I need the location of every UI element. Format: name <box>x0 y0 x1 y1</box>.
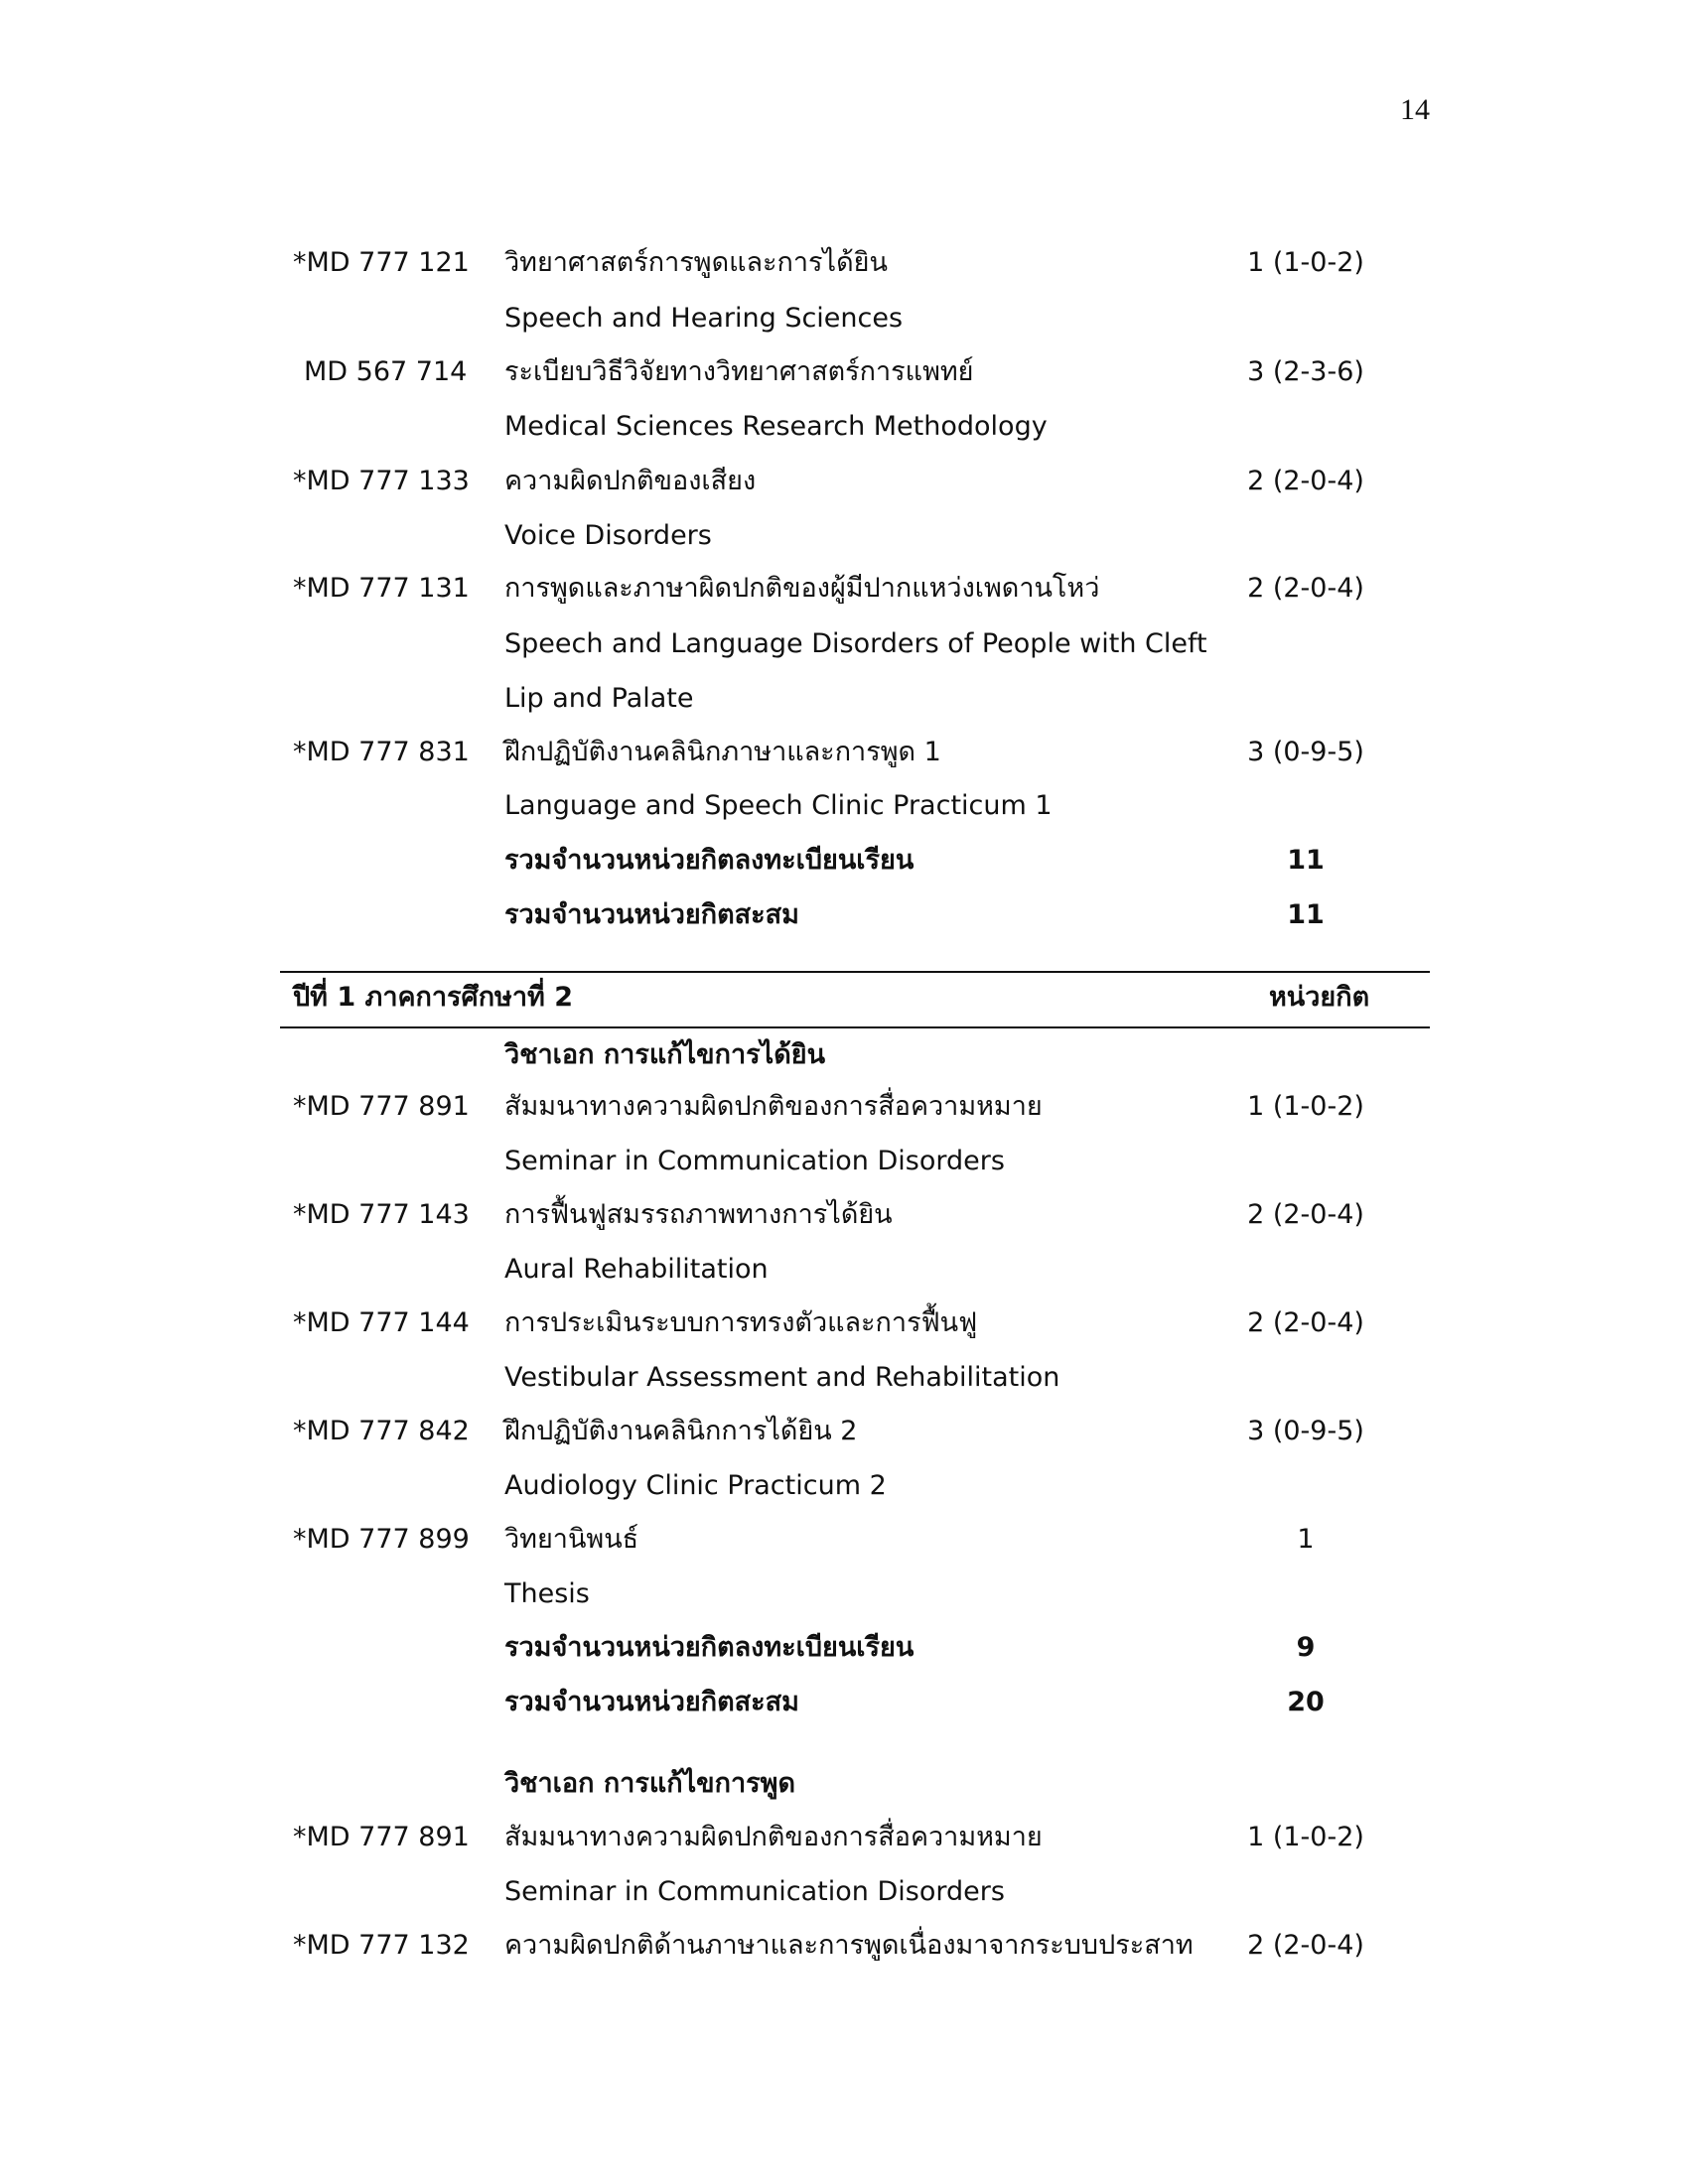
total-cumulative-value: 20 <box>1287 1687 1325 1717</box>
course-credit: 3 (0-9-5) <box>1247 737 1364 767</box>
course-title-thai: สัมมนาทางความผิดปกติของการสื่อความหมาย <box>504 1822 1043 1852</box>
course-title-thai: วิทยาศาสตร์การพูดและการได้ยิน <box>504 247 888 278</box>
major-heading-row <box>0 1030 1688 1080</box>
course-row <box>0 564 1688 614</box>
course-row <box>0 347 1688 397</box>
course-title-english: Seminar in Communication Disorders <box>504 1146 1005 1176</box>
course-code: *MD 777 144 <box>293 1307 470 1338</box>
course-code: *MD 777 831 <box>293 737 470 767</box>
total-registered-row <box>0 836 1688 886</box>
total-cumulative-label: รวมจำนวนหน่วยกิตสะสม <box>504 1687 799 1717</box>
course-title-thai: ระเบียบวิธีวิจัยทางวิทยาศาสตร์การแพทย์ <box>504 356 974 387</box>
course-row <box>0 1515 1688 1565</box>
course-code: *MD 777 133 <box>293 466 470 496</box>
course-code: *MD 777 121 <box>293 247 470 278</box>
course-english-row <box>0 1245 1688 1295</box>
total-cumulative-value: 11 <box>1287 899 1325 930</box>
course-title-english: Vestibular Assessment and Rehabilitation <box>504 1362 1060 1393</box>
course-row <box>0 1190 1688 1240</box>
course-title-english: Language and Speech Clinic Practicum 1 <box>504 790 1053 821</box>
course-title-thai: การพูดและภาษาผิดปกติของผู้มีปากแหว่งเพดานโหว่ <box>504 573 1100 604</box>
credit-unit-header: หน่วยกิต <box>1269 982 1370 1013</box>
course-english-row <box>0 1461 1688 1511</box>
course-row <box>0 457 1688 506</box>
total-cumulative-label: รวมจำนวนหน่วยกิตสะสม <box>504 899 799 930</box>
course-code: *MD 777 891 <box>293 1822 470 1852</box>
course-row <box>0 238 1688 288</box>
course-english-row <box>0 1137 1688 1186</box>
course-english-row <box>0 781 1688 831</box>
course-english-row <box>0 1570 1688 1619</box>
course-credit: 1 <box>1297 1524 1315 1555</box>
course-title-english: Voice Disorders <box>504 520 712 551</box>
course-english-row <box>0 1867 1688 1917</box>
major-heading-row <box>0 1759 1688 1809</box>
course-row <box>0 1813 1688 1862</box>
course-credit: 1 (1-0-2) <box>1247 247 1364 278</box>
total-registered-value: 9 <box>1296 1632 1316 1663</box>
course-english-row <box>0 1353 1688 1403</box>
course-code: MD 567 714 <box>304 356 468 387</box>
course-credit: 3 (2-3-6) <box>1247 356 1364 387</box>
course-title-thai: ความผิดปกติของเสียง <box>504 466 757 496</box>
course-code: *MD 777 132 <box>293 1930 470 1961</box>
course-credit: 1 (1-0-2) <box>1247 1091 1364 1122</box>
header-bottom-rule <box>280 1026 1430 1028</box>
course-credit: 2 (2-0-4) <box>1247 1199 1364 1230</box>
course-credit: 2 (2-0-4) <box>1247 466 1364 496</box>
major-heading: วิชาเอก การแก้ไขการได้ยิน <box>504 1039 826 1070</box>
total-registered-row <box>0 1623 1688 1673</box>
course-title-thai: การประเมินระบบการทรงตัวและการฟื้นฟู <box>504 1307 978 1338</box>
course-title-english: Audiology Clinic Practicum 2 <box>504 1470 887 1501</box>
course-english-row <box>0 402 1688 452</box>
course-credit: 2 (2-0-4) <box>1247 1930 1364 1961</box>
course-title-english: Speech and Language Disorders of People with Cleft <box>504 628 1207 659</box>
course-row <box>0 728 1688 777</box>
course-title-english: Aural Rehabilitation <box>504 1254 769 1285</box>
course-credit: 2 (2-0-4) <box>1247 573 1364 604</box>
course-english-row <box>0 674 1688 724</box>
course-title-english: Seminar in Communication Disorders <box>504 1876 1005 1907</box>
course-english-row <box>0 294 1688 343</box>
course-row <box>0 1298 1688 1348</box>
course-title-english: Speech and Hearing Sciences <box>504 303 904 334</box>
course-row <box>0 1921 1688 1971</box>
course-title-thai: การฟื้นฟูสมรรถภาพทางการได้ยิน <box>504 1199 893 1230</box>
course-title-thai: ฝึกปฏิบัติงานคลินิกภาษาและการพูด 1 <box>504 737 941 767</box>
course-english-row <box>0 619 1688 669</box>
course-title-thai: วิทยานิพนธ์ <box>504 1524 639 1555</box>
course-code: *MD 777 842 <box>293 1416 470 1446</box>
course-english-row <box>0 511 1688 561</box>
course-title-thai: ฝึกปฏิบัติงานคลินิกการได้ยิน 2 <box>504 1416 858 1446</box>
course-row <box>0 1082 1688 1132</box>
total-registered-label: รวมจำนวนหน่วยกิตลงทะเบียนเรียน <box>504 1632 914 1663</box>
semester-header <box>0 973 1688 1023</box>
course-title-thai: สัมมนาทางความผิดปกติของการสื่อความหมาย <box>504 1091 1043 1122</box>
total-cumulative-row <box>0 1678 1688 1727</box>
course-title-english: Thesis <box>504 1578 590 1609</box>
page-number: 14 <box>1400 93 1430 126</box>
semester-title: ปีที่ 1 ภาคการศึกษาที่ 2 <box>293 982 573 1013</box>
course-row <box>0 1407 1688 1456</box>
course-title-english: Medical Sciences Research Methodology <box>504 411 1048 442</box>
major-heading: วิชาเอก การแก้ไขการพูด <box>504 1768 795 1799</box>
total-registered-value: 11 <box>1287 845 1325 876</box>
course-title-thai: ความผิดปกติด้านภาษาและการพูดเนื่องมาจากระบบประสาท <box>504 1930 1194 1961</box>
total-registered-label: รวมจำนวนหน่วยกิตลงทะเบียนเรียน <box>504 845 914 876</box>
course-credit: 3 (0-9-5) <box>1247 1416 1364 1446</box>
course-title-english-continued: Lip and Palate <box>504 683 694 714</box>
course-code: *MD 777 131 <box>293 573 470 604</box>
course-code: *MD 777 143 <box>293 1199 470 1230</box>
course-credit: 2 (2-0-4) <box>1247 1307 1364 1338</box>
course-code: *MD 777 899 <box>293 1524 470 1555</box>
course-code: *MD 777 891 <box>293 1091 470 1122</box>
total-cumulative-row <box>0 890 1688 940</box>
course-credit: 1 (1-0-2) <box>1247 1822 1364 1852</box>
